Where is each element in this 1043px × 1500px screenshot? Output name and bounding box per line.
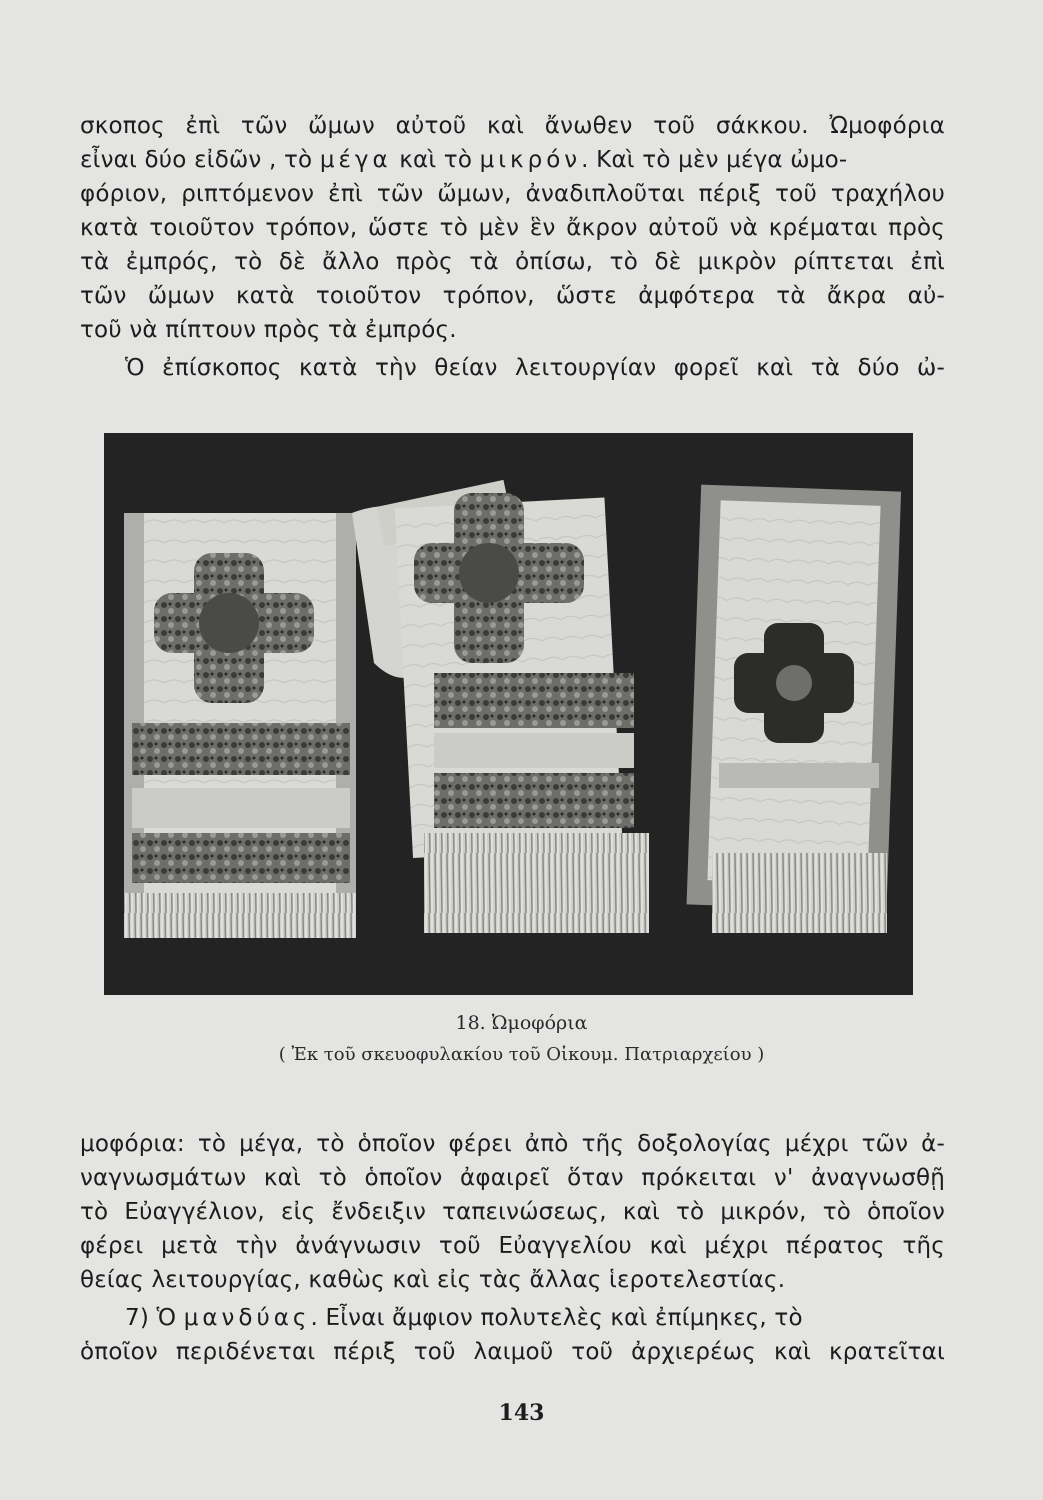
section-heading-line: 7) Ὁ μανδύας. Εἶναι ἄμφιον πολυτελὲς καὶ ἐπίμηκες, τὸ [125, 1305, 803, 1331]
large-omophorion [124, 480, 649, 938]
text-line: τὸ Εὐαγγέλιον, εἰς ἔνδειξιν ταπεινώσεως, καὶ τὸ μικρόν, τὸ ὁποῖον [80, 1199, 945, 1225]
text-line: σκοπος ἐπὶ τῶν ὤμων αὐτοῦ καὶ ἄνωθεν τοῦ σάκκου. Ὠμοφόρια [80, 113, 945, 139]
text-line: τῶν ὤμων κατὰ τοιοῦτον τρόπον, ὥστε ἀμφότερα τὰ ἄκρα αὐ- [80, 283, 945, 309]
text-line: ὁποῖον περιδένεται πέριξ τοῦ λαιμοῦ τοῦ ἀρχιερέως καὶ κρατεῖται [80, 1339, 945, 1365]
text-line: εἶναι δύο εἰδῶν , τὸ μέγα καὶ τὸ μικρόν. Καὶ τὸ μὲν μέγα ὠμο- [80, 147, 848, 173]
figure-source: ( Ἐκ τοῦ σκευοφυλακίου τοῦ Οἰκουμ. Πατριαρχείου ) [278, 1044, 765, 1065]
omophoria-photo [104, 433, 913, 995]
page-number: 143 [498, 1400, 545, 1426]
text-line: φόριον, ριπτόμενον ἐπὶ τῶν ὤμων, ἀναδιπλοῦται πέριξ τοῦ τραχήλου [80, 181, 945, 207]
figure-caption: 18. Ὠμοφόρια [455, 1012, 588, 1034]
text-line: μοφόρια: τὸ μέγα, τὸ ὁποῖον φέρει ἀπὸ τῆς δοξολογίας μέχρι τῶν ἀ- [80, 1131, 945, 1157]
text-line: τὰ ἐμπρός, τὸ δὲ ἄλλο πρὸς τὰ ὀπίσω, τὸ δὲ μικρὸν ρίπτεται ἐπὶ [80, 249, 945, 275]
text-line: ναγνωσμάτων καὶ τὸ ὁποῖον ἀφαιρεῖ ὅταν πρόκειται ν' ἀναγνωσθῇ [80, 1165, 945, 1191]
text-line: τοῦ νὰ πίπτουν πρὸς τὰ ἐμπρός. [80, 317, 457, 343]
text-line: κατὰ τοιοῦτον τρόπον, ὥστε τὸ μὲν ἓν ἄκρον αὐτοῦ νὰ κρέμαται πρὸς [80, 215, 945, 241]
text-line: φέρει μετὰ τὴν ἀνάγνωσιν τοῦ Εὐαγγελίου καὶ μέχρι πέρατος τῆς [80, 1233, 945, 1259]
text-line: θείας λειτουργίας, καθὼς καὶ εἰς τὰς ἄλλας ἱεροτελεστίας. [80, 1267, 786, 1293]
small-omophorion [687, 485, 902, 933]
text-line: Ὁ ἐπίσκοπος κατὰ τὴν θείαν λειτουργίαν φορεῖ καὶ τὰ δύο ὠ- [125, 355, 945, 381]
